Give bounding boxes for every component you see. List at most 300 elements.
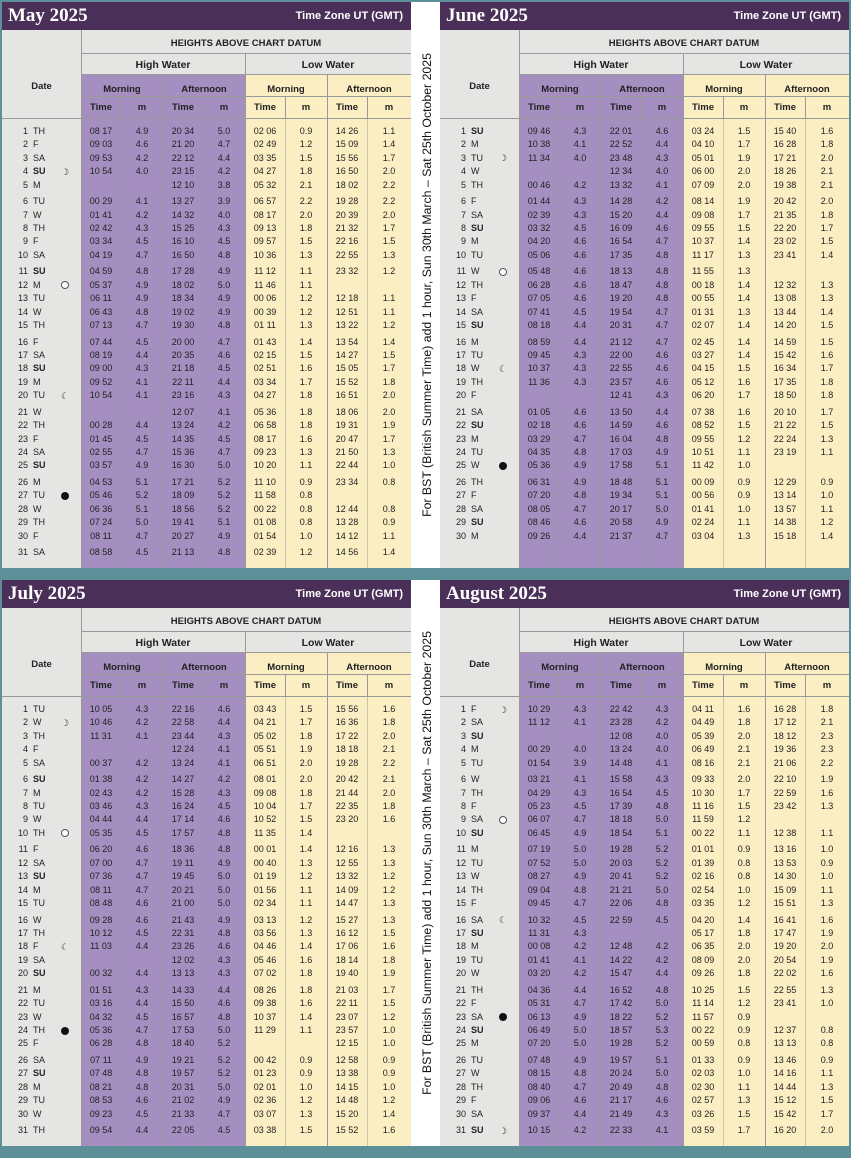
month-header — [440, 2, 849, 30]
tide-time: 20 03 — [609, 857, 633, 868]
tide-time: 08 59 — [527, 336, 551, 347]
tide-height: 5.2 — [655, 1038, 669, 1049]
divider — [519, 652, 849, 653]
day-number: 8 — [460, 801, 466, 811]
tide-height: 4.9 — [655, 517, 669, 528]
tide-time: 13 44 — [773, 306, 797, 317]
tide-time: 03 20 — [527, 968, 551, 979]
weekday: SU — [33, 266, 46, 277]
tide-time: 09 46 — [527, 126, 551, 136]
height-header: m — [739, 102, 749, 113]
weekday: F — [471, 293, 477, 304]
tide-height: 1.1 — [820, 1068, 834, 1079]
tide-height: 4.6 — [573, 1095, 587, 1106]
tide-height: 2.1 — [820, 179, 834, 190]
weekday: SA — [471, 914, 484, 925]
heights-header: HEIGHTS ABOVE CHART DATUM — [608, 616, 760, 627]
tide-height: 4.7 — [217, 1108, 231, 1119]
tide-height: 1.1 — [382, 126, 396, 136]
day-number: 30 — [455, 1108, 466, 1119]
weekday: SU — [471, 1025, 484, 1035]
tide-time: 18 14 — [335, 954, 359, 965]
tide-time: 10 37 — [691, 236, 715, 247]
tide-height: 4.8 — [573, 1068, 587, 1079]
tide-height: 5.0 — [217, 279, 231, 290]
weekday: SU — [33, 968, 46, 979]
tide-time: 01 39 — [691, 857, 715, 868]
tide-time: 19 21 — [171, 1055, 195, 1065]
weekday: TU — [33, 898, 45, 908]
tide-height: 4.9 — [573, 871, 587, 882]
tide-height: 1.2 — [382, 266, 396, 277]
time-header: Time — [253, 680, 276, 691]
tide-height: 4.0 — [655, 166, 669, 177]
weekday: TU — [471, 249, 483, 260]
tide-time: 19 20 — [609, 293, 633, 304]
tide-time: 22 10 — [773, 774, 797, 785]
tide-height: 2.0 — [299, 757, 313, 768]
tide-height: 1.6 — [382, 1125, 396, 1136]
tide-height: 4.1 — [217, 744, 231, 755]
date-header: Date — [469, 81, 490, 92]
tide-height: 1.3 — [737, 1095, 751, 1106]
tide-height: 1.4 — [737, 336, 751, 347]
day-number: 28 — [17, 1081, 28, 1092]
day-number: 5 — [22, 757, 28, 768]
tide-time: 06 28 — [527, 279, 551, 290]
tide-time: 06 28 — [89, 1038, 113, 1049]
tide-time: 22 00 — [609, 350, 633, 360]
divider — [81, 96, 82, 118]
height-header: m — [822, 102, 832, 113]
tide-time: 00 22 — [691, 827, 715, 838]
tide-height: 1.1 — [299, 898, 313, 908]
tide-height: 4.9 — [217, 1095, 231, 1106]
tide-height: 5.2 — [217, 503, 231, 514]
tide-height: 4.2 — [655, 954, 669, 965]
tide-time: 05 48 — [527, 266, 551, 277]
weekday: W — [471, 363, 480, 374]
tide-height: 1.7 — [299, 801, 313, 811]
tide-time: 05 35 — [89, 827, 113, 838]
tide-time: 23 41 — [773, 998, 797, 1009]
tide-height: 4.8 — [655, 293, 669, 304]
weekday: M — [471, 236, 479, 247]
weekday: W — [471, 460, 480, 471]
tide-time: 07 36 — [89, 871, 113, 882]
tide-height: 5.0 — [217, 1081, 231, 1092]
tide-time: 03 13 — [253, 914, 277, 925]
tide-time: 05 46 — [253, 954, 277, 965]
tide-time: 09 54 — [89, 1125, 113, 1136]
tide-time: 16 28 — [773, 139, 797, 150]
day-number: 12 — [455, 279, 466, 290]
tide-time: 08 27 — [527, 871, 551, 882]
tide-time: 09 45 — [527, 350, 551, 360]
month-title: July 2025 — [8, 583, 86, 604]
tide-time: 13 22 — [335, 320, 359, 330]
tide-time: 04 27 — [253, 166, 277, 177]
month-title: June 2025 — [446, 5, 528, 26]
tide-height: 1.3 — [299, 249, 313, 260]
tide-time: 15 05 — [335, 363, 359, 374]
tide-height: 4.6 — [135, 914, 149, 925]
tide-height: 1.2 — [737, 814, 751, 825]
tide-height: 1.6 — [737, 704, 751, 714]
tide-height: 4.1 — [655, 757, 669, 768]
weekday: TH — [33, 928, 45, 938]
divider — [723, 96, 724, 118]
tide-height: 1.7 — [382, 363, 396, 374]
tide-time: 02 42 — [89, 223, 113, 233]
divider — [723, 674, 724, 696]
tide-height: 5.0 — [655, 1068, 669, 1079]
tide-height: 4.9 — [217, 914, 231, 925]
tide-height: 1.7 — [737, 390, 751, 401]
tide-time: 00 28 — [89, 420, 113, 431]
tide-time: 06 13 — [527, 1011, 551, 1022]
tide-time: 15 42 — [773, 350, 797, 360]
day-number: 13 — [455, 871, 466, 882]
tide-time: 09 08 — [253, 787, 277, 798]
tide-time: 16 54 — [609, 236, 633, 247]
day-number: 8 — [22, 223, 28, 233]
tide-height: 4.8 — [135, 1081, 149, 1092]
tide-height: 1.4 — [382, 1108, 396, 1119]
tide-height: 4.6 — [217, 814, 231, 825]
day-number: 26 — [17, 1055, 28, 1065]
tide-height: 1.8 — [299, 390, 313, 401]
tide-height: 1.7 — [820, 406, 834, 417]
day-number: 3 — [460, 730, 466, 741]
tide-height: 1.9 — [820, 954, 834, 965]
tide-time: 17 22 — [335, 730, 359, 741]
tide-time: 07 13 — [89, 320, 113, 330]
tide-height: 1.7 — [382, 152, 396, 163]
tide-time: 22 31 — [171, 928, 195, 938]
tide-time: 08 11 — [90, 884, 112, 895]
tide-height: 4.9 — [217, 530, 231, 541]
height-header: m — [657, 680, 667, 691]
tide-height: 1.7 — [382, 984, 396, 995]
tide-height: 2.0 — [382, 730, 396, 741]
divider — [121, 674, 122, 696]
tide-height: 1.6 — [820, 787, 834, 798]
day-number: 3 — [22, 730, 28, 741]
weekday: W — [33, 914, 42, 925]
day-number: 23 — [17, 433, 28, 444]
tide-height: 4.5 — [135, 928, 149, 938]
tide-time: 03 07 — [253, 1108, 277, 1119]
tide-height: 4.7 — [217, 447, 231, 457]
tide-height: 1.7 — [299, 376, 313, 387]
tide-time: 17 03 — [609, 447, 633, 457]
tide-height: 1.8 — [820, 376, 834, 387]
tide-height: 4.3 — [655, 152, 669, 163]
tide-height: 4.3 — [655, 774, 669, 785]
tide-time: 12 41 — [609, 390, 633, 401]
weekday: SU — [33, 460, 46, 471]
tide-time: 17 35 — [609, 249, 633, 260]
day-number: 6 — [22, 196, 28, 207]
tide-time: 17 57 — [171, 827, 195, 838]
tide-time: 18 26 — [773, 166, 797, 177]
tide-height: 1.3 — [382, 914, 396, 925]
tide-time: 02 49 — [253, 139, 277, 150]
tide-height: 5.0 — [655, 814, 669, 825]
tide-height: 4.5 — [217, 236, 231, 247]
tide-height: 4.7 — [135, 1025, 149, 1035]
tide-time: 10 38 — [527, 139, 551, 150]
tide-height: 4.6 — [135, 1095, 149, 1106]
tide-height: 1.1 — [737, 1081, 751, 1092]
tide-time: 09 04 — [527, 884, 551, 895]
tide-time: 15 50 — [171, 998, 195, 1009]
timezone-label: Time Zone UT (GMT) — [295, 588, 403, 600]
tide-table-july — [2, 580, 411, 1146]
tide-height: 2.3 — [820, 730, 834, 741]
tide-time: 14 47 — [335, 898, 359, 908]
divider — [81, 674, 82, 696]
period-header-morning: Morning — [267, 662, 305, 673]
tide-time: 20 54 — [773, 954, 797, 965]
tide-time: 11 17 — [692, 249, 714, 260]
tide-height: 5.0 — [217, 898, 231, 908]
tide-height: 4.6 — [217, 941, 231, 952]
tide-height: 4.3 — [655, 704, 669, 714]
tide-height: 4.1 — [135, 196, 149, 207]
tide-height: 0.9 — [820, 477, 834, 487]
tide-height: 4.3 — [573, 363, 587, 374]
tide-time: 21 43 — [171, 914, 195, 925]
tide-height: 5.0 — [655, 998, 669, 1009]
tide-time: 15 28 — [171, 787, 195, 798]
tide-height: 4.5 — [217, 801, 231, 811]
tide-time: 10 04 — [253, 801, 277, 811]
day-number: 7 — [460, 209, 466, 220]
tide-time: 07 48 — [89, 1068, 113, 1079]
day-number: 14 — [455, 884, 466, 895]
weekday: SA — [33, 249, 46, 260]
period-header-morning: Morning — [103, 662, 141, 673]
tide-height: 4.8 — [655, 249, 669, 260]
weekday: SU — [33, 1068, 46, 1079]
tide-time: 00 22 — [253, 503, 277, 514]
tide-height: 1.6 — [820, 914, 834, 925]
day-number: 10 — [17, 827, 28, 838]
tide-time: 14 15 — [335, 1081, 359, 1092]
tide-height: 4.6 — [135, 139, 149, 150]
tide-time: 03 34 — [253, 376, 277, 387]
tide-height: 1.3 — [299, 1108, 313, 1119]
tide-height: 2.0 — [382, 209, 396, 220]
day-number: 13 — [455, 293, 466, 304]
tide-height: 4.3 — [655, 1108, 669, 1119]
tide-time: 14 44 — [773, 1081, 797, 1092]
tide-height: 4.0 — [573, 152, 587, 163]
tide-height: 4.3 — [217, 954, 231, 965]
tide-height: 4.6 — [655, 223, 669, 233]
weekday: SU — [471, 1125, 484, 1136]
tide-time: 04 32 — [89, 1011, 113, 1022]
tide-height: 0.9 — [299, 477, 313, 487]
tide-time: 13 57 — [773, 503, 797, 514]
tide-time: 09 13 — [253, 223, 277, 233]
tide-height: 4.7 — [655, 236, 669, 247]
tide-time: 17 21 — [171, 477, 195, 487]
weekday: SU — [33, 166, 46, 177]
tide-time: 06 57 — [253, 196, 277, 207]
tide-height: 4.6 — [573, 266, 587, 277]
tide-time: 03 43 — [253, 704, 277, 714]
divider — [519, 674, 520, 696]
tide-time: 23 48 — [609, 152, 633, 163]
period-header-afternoon: Afternoon — [181, 662, 227, 673]
tide-time: 04 11 — [692, 704, 714, 714]
tide-height: 2.1 — [382, 744, 396, 755]
divider — [121, 96, 122, 118]
tide-height: 1.8 — [299, 730, 313, 741]
day-number: 1 — [460, 126, 466, 136]
tide-time: 12 15 — [335, 1038, 359, 1049]
tide-height: 4.8 — [135, 1068, 149, 1079]
tide-height: 4.2 — [135, 787, 149, 798]
tide-time: 22 11 — [336, 998, 358, 1009]
divider — [245, 631, 246, 652]
tide-time: 14 38 — [773, 517, 797, 528]
tide-height: 1.6 — [299, 954, 313, 965]
time-header: Time — [691, 680, 714, 691]
tide-time: 12 29 — [773, 477, 797, 487]
tide-height: 1.3 — [382, 857, 396, 868]
height-header: m — [301, 680, 311, 691]
tide-time: 23 42 — [773, 801, 797, 811]
tide-height: 1.0 — [382, 460, 396, 471]
tide-time: 22 11 — [172, 376, 194, 387]
weekday: TH — [33, 517, 45, 528]
tide-height: 5.2 — [217, 490, 231, 501]
tide-time: 11 12 — [528, 717, 550, 728]
tide-height: 1.2 — [299, 547, 313, 558]
tide-time: 16 30 — [171, 460, 195, 471]
tide-height: 0.8 — [737, 857, 751, 868]
date-header: Date — [31, 81, 52, 92]
tide-time: 09 45 — [527, 898, 551, 908]
day-number: 1 — [22, 126, 28, 136]
day-number: 20 — [17, 390, 28, 401]
tide-height: 1.5 — [820, 236, 834, 247]
tide-height: 1.3 — [737, 266, 751, 277]
day-number: 9 — [22, 236, 28, 247]
day-number: 31 — [17, 547, 28, 558]
height-header: m — [301, 102, 311, 113]
tide-time: 09 57 — [253, 236, 277, 247]
tide-height: 5.0 — [217, 884, 231, 895]
weekday: TH — [33, 730, 45, 741]
tide-time: 09 23 — [89, 1108, 113, 1119]
tide-height: 4.2 — [135, 717, 149, 728]
tide-height: 2.3 — [820, 744, 834, 755]
tide-height: 1.2 — [382, 871, 396, 882]
tide-time: 08 58 — [89, 547, 113, 558]
tide-time: 22 16 — [335, 236, 359, 247]
tide-time: 02 39 — [253, 547, 277, 558]
tide-time: 23 34 — [335, 477, 359, 487]
tide-time: 02 55 — [89, 447, 113, 457]
time-header: Time — [171, 680, 194, 691]
weekday: SA — [471, 306, 484, 317]
tide-time: 00 29 — [527, 744, 551, 755]
tide-height: 4.8 — [135, 1038, 149, 1049]
tide-height: 0.8 — [820, 1038, 834, 1049]
tide-time: 07 11 — [90, 1055, 112, 1065]
tide-height: 1.8 — [382, 717, 396, 728]
weekday: W — [471, 266, 480, 277]
tide-height: 2.0 — [382, 390, 396, 401]
high-water-header: High Water — [573, 59, 629, 71]
weekday: SU — [471, 320, 484, 330]
weekday: SU — [471, 730, 484, 741]
weekday: SA — [33, 954, 46, 965]
divider — [81, 674, 411, 675]
tide-time: 07 20 — [527, 1038, 551, 1049]
tide-height: 2.2 — [382, 196, 396, 207]
tide-height: 4.0 — [135, 166, 149, 177]
tide-height: 1.3 — [820, 1081, 834, 1092]
tide-height: 1.7 — [299, 717, 313, 728]
divider — [81, 53, 411, 54]
tide-time: 22 44 — [335, 460, 359, 471]
day-number: 5 — [460, 757, 466, 768]
tide-time: 22 42 — [609, 704, 633, 714]
weekday: M — [33, 984, 41, 995]
tide-time: 05 36 — [527, 460, 551, 471]
tide-height: 1.4 — [299, 1011, 313, 1022]
tide-height: 4.8 — [655, 1081, 669, 1092]
tide-time: 18 13 — [609, 266, 633, 277]
tide-height: 1.4 — [737, 293, 751, 304]
tide-height: 2.0 — [737, 730, 751, 741]
tide-height: 5.0 — [655, 884, 669, 895]
tide-time: 07 41 — [527, 306, 551, 317]
tide-height: 4.7 — [135, 249, 149, 260]
day-number: 18 — [455, 941, 466, 952]
tide-time: 11 57 — [692, 1011, 714, 1022]
tide-height: 1.2 — [382, 320, 396, 330]
divider — [81, 96, 411, 97]
tide-time: 22 06 — [609, 898, 633, 908]
divider — [2, 118, 411, 119]
tide-height: 4.5 — [135, 1108, 149, 1119]
tide-time: 05 23 — [527, 801, 551, 811]
tide-height: 4.3 — [573, 350, 587, 360]
tide-height: 4.9 — [573, 827, 587, 838]
tide-time: 13 13 — [773, 1038, 797, 1049]
tide-time: 07 38 — [691, 406, 715, 417]
tide-time: 02 57 — [691, 1095, 715, 1106]
tide-height: 4.3 — [655, 390, 669, 401]
tide-height: 1.1 — [382, 293, 396, 304]
tide-time: 14 48 — [609, 757, 633, 768]
height-header: m — [384, 680, 394, 691]
tide-height: 0.9 — [737, 1055, 751, 1065]
day-number: 7 — [22, 787, 28, 798]
day-number: 18 — [17, 941, 28, 952]
tide-height: 4.5 — [135, 336, 149, 347]
divider — [805, 96, 806, 118]
tide-height: 1.2 — [299, 139, 313, 150]
tide-time: 16 10 — [171, 236, 195, 247]
